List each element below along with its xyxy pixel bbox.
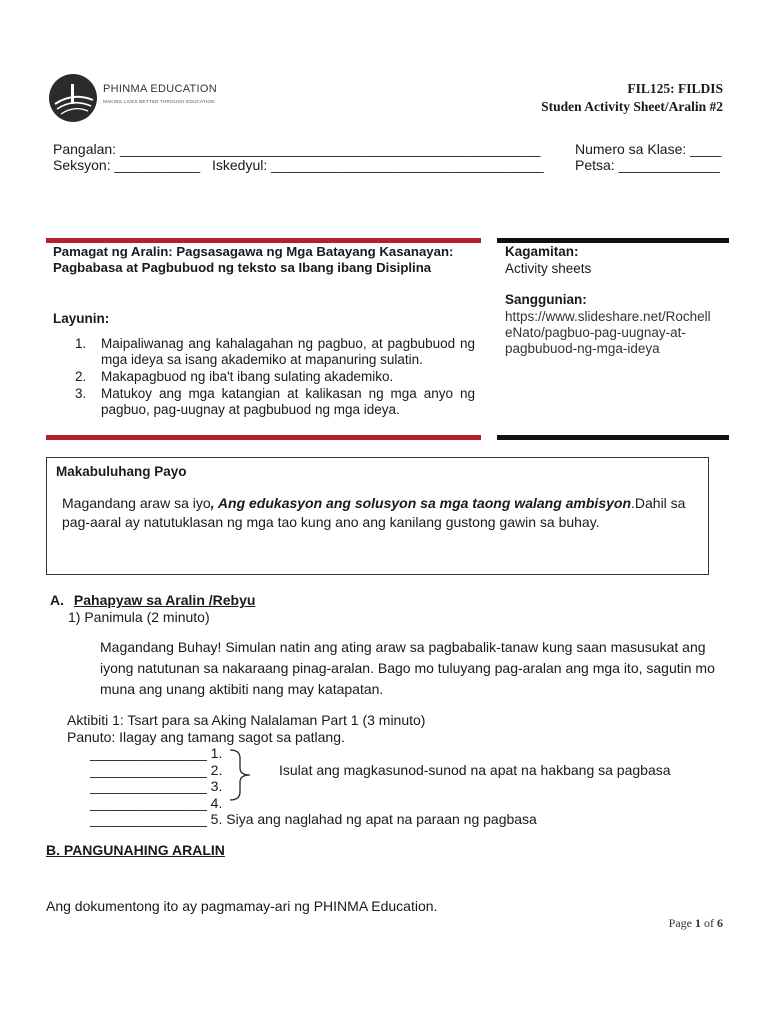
answer-blank-5[interactable]: _______________ 5. Siya ang naglahad ng apat na paraan ng pagbasa	[90, 811, 537, 828]
course-header	[541, 80, 723, 116]
panuto-text: Panuto: Ilagay ang tamang sagot sa patlang.	[67, 729, 345, 745]
objective-item	[55, 369, 475, 385]
numero-field[interactable]: Numero sa Klase: ____	[575, 141, 722, 157]
kagamitan-label: Kagamitan:	[505, 244, 579, 259]
objective-number: 2.	[75, 369, 87, 384]
lesson-title	[53, 244, 478, 276]
page-indicator	[669, 916, 723, 931]
objective-item	[55, 336, 475, 368]
page-prefix: Page	[668, 916, 695, 930]
kagamitan-value: Activity sheets	[505, 261, 592, 276]
pangalan-field[interactable]: Pangalan: ______________________________________________________	[53, 141, 541, 157]
sanggunian-url[interactable]	[505, 309, 730, 357]
page-total: 6	[717, 916, 723, 930]
objective-text: Makapagbuod ng iba't ibang sulating akademiko.	[101, 369, 394, 384]
section-a-heading	[50, 592, 255, 608]
section-a-title: Pahapyaw sa Aralin /Rebyu	[73, 592, 256, 608]
page-of: of	[701, 916, 717, 930]
page-number: 1	[695, 916, 701, 930]
logo-brand-text: PHINMA EDUCATION	[103, 83, 217, 95]
seksyon-field[interactable]: Seksyon: ___________	[53, 157, 201, 173]
sheet-title: Studen Activity Sheet/Aralin #2	[541, 99, 723, 114]
answer-blank-4[interactable]: _______________ 4.	[90, 794, 223, 811]
lesson-top-divider	[46, 238, 481, 243]
logo-tagline: MAKING LIVES BETTER THROUGH EDUCATION	[103, 99, 215, 104]
payo-rest: .Dahil sa pag-aaral ay natutuklasan ng mga tao kung ano ang kanilang gustong gawin sa buhay.	[62, 495, 686, 530]
objectives-list	[55, 336, 475, 419]
sanggunian-label: Sanggunian:	[505, 292, 587, 307]
payo-emphasis: , Ang edukasyon ang solusyon sa mga taong walang ambisyon	[210, 495, 631, 511]
section-a-letter: A.	[50, 592, 64, 608]
answer-blank-1[interactable]: _______________ 1.	[90, 745, 223, 761]
ownership-note: Ang dokumentong ito ay pagmamay-ari ng PHINMA Education.	[46, 898, 438, 914]
payo-text	[62, 494, 692, 532]
lesson-title-line2: Pagbabasa at Pagbubuod ng teksto sa Ibang ibang Disiplina	[53, 260, 432, 275]
payo-title: Makabuluhang Payo	[56, 464, 187, 479]
url-line: eNato/pagbuo-pag-uugnay-at-	[505, 325, 686, 340]
course-code: FIL125: FILDIS	[627, 81, 723, 96]
objective-number: 3.	[75, 386, 87, 401]
answer-blanks	[90, 745, 537, 828]
section-b-heading: B. PANGUNAHING ARALIN	[46, 842, 225, 858]
objective-text: Maipaliwanag ang kahalagahan ng pagbuo, at pagbubuod ng mga ideya sa isang akademiko at mapanuring sulatin.	[101, 336, 475, 367]
iskedyul-field[interactable]: Iskedyul: ___________________________________	[212, 157, 544, 173]
layunin-label: Layunin:	[53, 311, 110, 326]
payo-greeting: Magandang araw sa iyo	[62, 495, 211, 511]
objective-text: Matukoy ang mga katangian at kalikasan ng mga anyo ng pagbuo, pag-uugnay at pagbubuod ng mga ideya.	[101, 386, 475, 417]
objective-number: 1.	[75, 336, 87, 351]
brace-note: Isulat ang magkasunod-sunod na apat na hakbang sa pagbasa	[279, 762, 671, 778]
activity-title: Aktibiti 1: Tsart para sa Aking Nalalaman Part 1 (3 minuto)	[67, 712, 426, 728]
sidebar-bottom-divider	[497, 435, 729, 440]
panimula-label: 1) Panimula (2 minuto)	[68, 609, 210, 625]
url-line: https://www.slideshare.net/Rochell	[505, 309, 711, 324]
curly-brace-icon	[228, 748, 258, 802]
sidebar-top-divider	[497, 238, 729, 243]
sidebar-info	[505, 244, 730, 357]
answer-blank-3[interactable]: _______________ 3.	[90, 778, 223, 795]
payo-box	[46, 457, 709, 575]
objective-item	[55, 386, 475, 418]
petsa-field[interactable]: Petsa: _____________	[575, 157, 720, 173]
answer-blank-2[interactable]: _______________ 2.	[90, 761, 223, 778]
logo-emblem-icon	[47, 70, 99, 125]
lesson-title-line1: Pamagat ng Aralin: Pagsasagawa ng Mga Batayang Kasanayan:	[53, 244, 454, 259]
phinma-logo	[47, 70, 217, 125]
url-line: pagbubuod-ng-mga-ideya	[505, 341, 660, 356]
lesson-bottom-divider	[46, 435, 481, 440]
intro-paragraph: Magandang Buhay! Simulan natin ang ating araw sa pagbabalik-tanaw kung saan masusukat ang iyong natutunan sa nakaraang pinag-aralan. Bago mo tuluyang pag-aralan ang mga ito, sagutin mo muna ang unang aktibiti nang may katapatan.	[100, 639, 715, 697]
